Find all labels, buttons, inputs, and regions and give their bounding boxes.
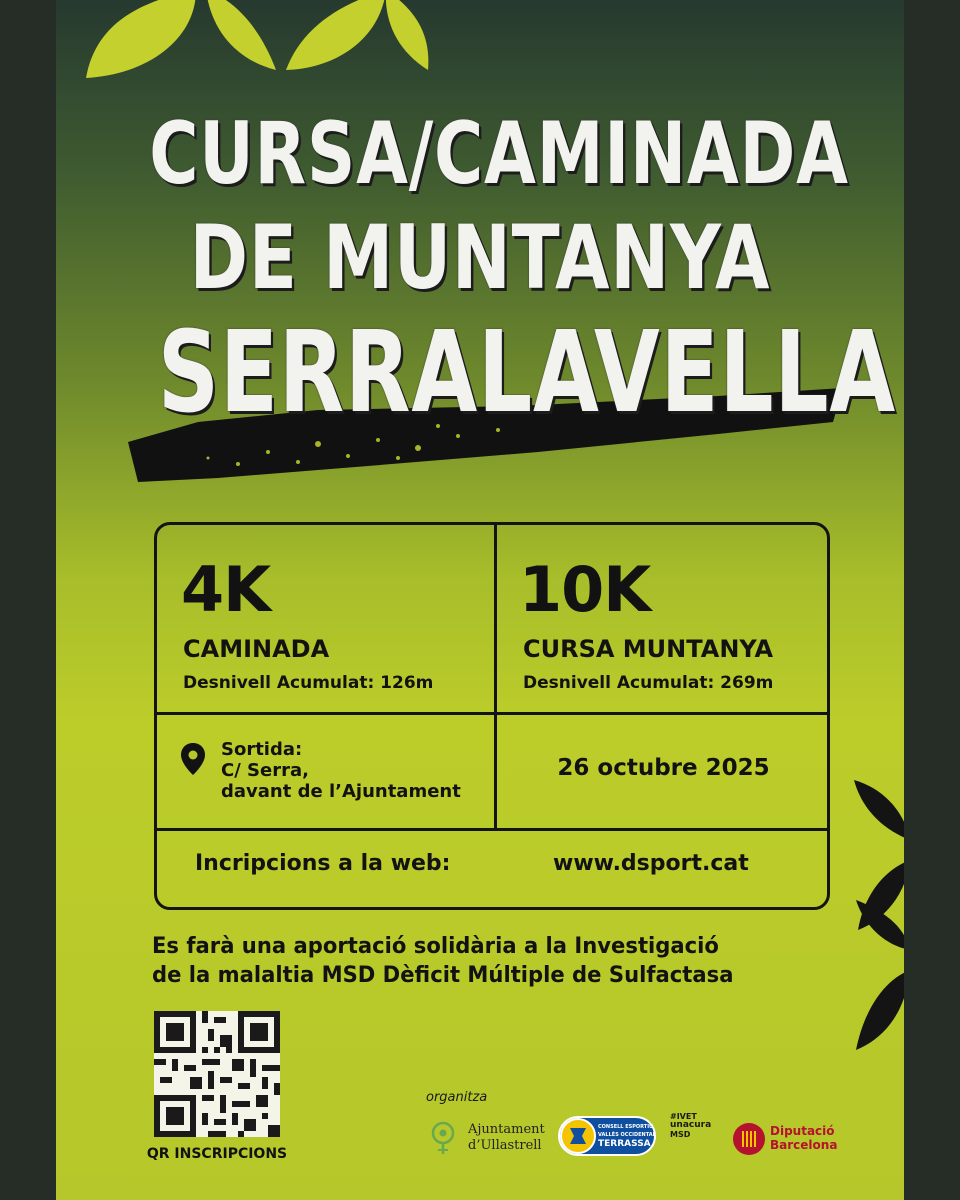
ivet-unacura-msd-logo [670, 1112, 711, 1139]
ajuntament-ullastrell-text [468, 1122, 545, 1154]
divider-vertical [494, 525, 497, 831]
race-type: CURSA MUNTANYA [523, 635, 774, 663]
qr-label: QR INSCRIPCIONS [146, 1146, 288, 1162]
ivet-line-2: unacura [670, 1120, 712, 1130]
ivet-line-1: #IVET [670, 1112, 697, 1121]
location-pin-icon [181, 743, 205, 775]
consell-esportiu-text [598, 1123, 656, 1150]
title-line-2: DE MUNTANYA [189, 206, 771, 309]
walk-distance: 4K [181, 553, 271, 626]
diputacio-barcelona-text [770, 1124, 837, 1152]
solidary-note [152, 932, 843, 990]
ajuntament-line-2: d’Ullastrell [468, 1138, 542, 1153]
consell-line-1: CONSELL ESPORTIU [598, 1124, 654, 1130]
start-place: davant de l’Ajuntament [221, 781, 461, 802]
consell-line-2: VALLÈS OCCIDENTAL [598, 1132, 656, 1138]
registration-url[interactable]: www.dsport.cat [553, 851, 749, 876]
walk-type: CAMINADA [183, 635, 330, 663]
solidary-line-1: Es farà una aportació solidària a la Investigació [152, 934, 719, 959]
consell-line-3: TERRASSA [598, 1139, 651, 1149]
diputacio-line-2: Barcelona [770, 1138, 838, 1152]
event-info-box [154, 522, 830, 910]
event-poster [56, 0, 904, 1200]
registration-label: Incripcions a la web: [195, 851, 451, 876]
event-date: 26 octubre 2025 [557, 755, 770, 781]
diputacio-line-1: Diputació [770, 1124, 835, 1138]
divider-horizontal-2 [157, 828, 827, 831]
ajuntament-ullastrell-logo-icon [428, 1120, 458, 1156]
organizers-label: organitza [426, 1090, 488, 1105]
race-elevation: Desnivell Acumulat: 269m [523, 673, 774, 693]
solidary-line-2: de la malaltia MSD Dèficit Múltiple de Sulfactasa [152, 963, 734, 988]
race-distance: 10K [519, 553, 651, 626]
diputacio-barcelona-shield-icon [732, 1122, 766, 1156]
walk-elevation: Desnivell Acumulat: 126m [183, 673, 434, 693]
start-location [221, 739, 461, 802]
ajuntament-line-1: Ajuntament [468, 1122, 545, 1137]
divider-horizontal-1 [157, 712, 827, 715]
leaf-decoration-right [854, 780, 904, 1060]
leaf-decoration-top [86, 0, 446, 82]
title-line-1: CURSA/CAMINADA [149, 104, 849, 204]
title-line-3: SERRALAVELLA [157, 308, 897, 438]
start-label: Sortida: [221, 739, 303, 760]
qr-code-icon[interactable] [154, 1010, 280, 1138]
ivet-line-3: MSD [670, 1130, 691, 1139]
start-street: C/ Serra, [221, 760, 309, 781]
